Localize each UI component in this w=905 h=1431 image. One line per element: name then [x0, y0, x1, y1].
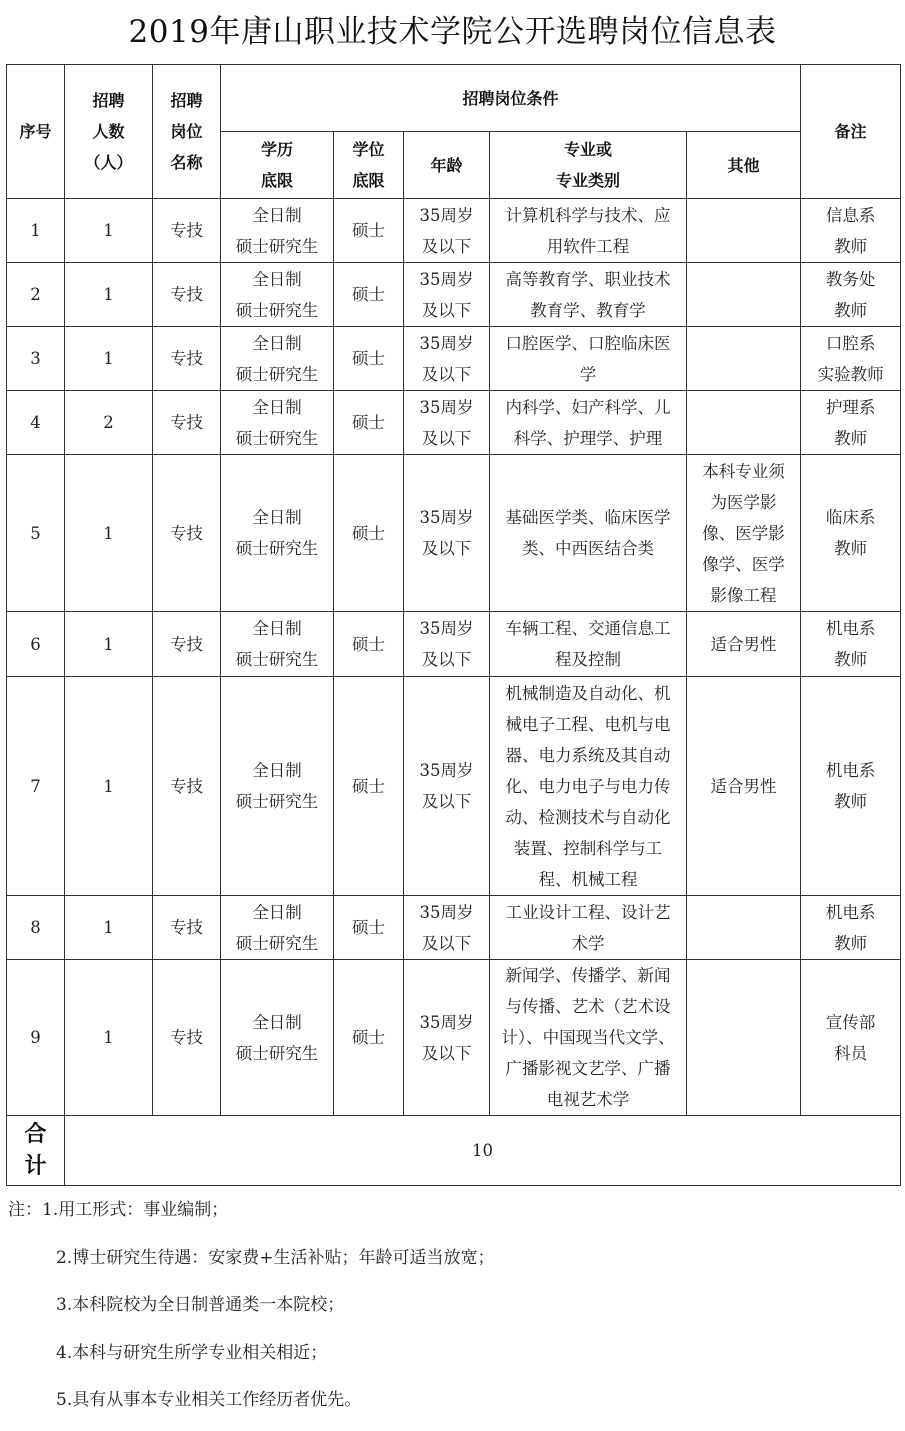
cell-age: 35周岁 及以下: [404, 391, 490, 455]
header-seq: 序号: [7, 65, 65, 199]
cell-other: [687, 327, 801, 391]
header-major: 专业或 专业类别: [490, 132, 687, 199]
header-count: 招聘 人数 （人）: [65, 65, 153, 199]
cell-other: [687, 391, 801, 455]
note-item: 4.本科与研究生所学专业相关相近；: [56, 1342, 328, 1363]
cell-education: 全日制 硕士研究生: [221, 677, 334, 896]
header-remark: 备注: [801, 65, 901, 199]
table-row: [7, 391, 901, 455]
cell-seq: 6: [7, 612, 65, 677]
cell-seq: 7: [7, 677, 65, 896]
cell-remark: 机电系 教师: [801, 612, 901, 677]
cell-age: 35周岁 及以下: [404, 455, 490, 612]
header-other: 其他: [687, 132, 801, 199]
table-body: [7, 199, 901, 1116]
note-item: 2.博士研究生待遇：安家费+生活补贴；年龄可适当放宽；: [56, 1247, 495, 1268]
cell-position: 专技: [153, 263, 221, 327]
cell-education: 全日制 硕士研究生: [221, 327, 334, 391]
cell-position: 专技: [153, 199, 221, 263]
cell-other: 适合男性: [687, 612, 801, 677]
header-conditions: 招聘岗位条件: [221, 65, 801, 132]
note-item: 5.具有从事本专业相关工作经历者优先。: [56, 1390, 362, 1410]
table-row: [7, 960, 901, 1116]
header-position: 招聘 岗位 名称: [153, 65, 221, 199]
cell-major: 计算机科学与技术、应 用软件工程: [490, 199, 687, 263]
cell-degree: 硕士: [334, 455, 404, 612]
recruitment-table: [6, 64, 901, 1186]
cell-count: 1: [65, 677, 153, 896]
cell-remark: 临床系 教师: [801, 455, 901, 612]
cell-major: 车辆工程、交通信息工 程及控制: [490, 612, 687, 677]
cell-age: 35周岁 及以下: [404, 960, 490, 1116]
header-age: 年龄: [404, 132, 490, 199]
cell-other: 适合男性: [687, 677, 801, 896]
cell-position: 专技: [153, 455, 221, 612]
cell-remark: 教务处 教师: [801, 263, 901, 327]
cell-age: 35周岁 及以下: [404, 896, 490, 960]
cell-seq: 4: [7, 391, 65, 455]
cell-education: 全日制 硕士研究生: [221, 199, 334, 263]
cell-count: 1: [65, 263, 153, 327]
cell-degree: 硕士: [334, 391, 404, 455]
cell-position: 专技: [153, 391, 221, 455]
cell-position: 专技: [153, 896, 221, 960]
cell-count: 1: [65, 455, 153, 612]
document-title: 2019年唐山职业技术学院公开选聘岗位信息表: [128, 14, 777, 50]
cell-age: 35周岁 及以下: [404, 263, 490, 327]
cell-other: [687, 199, 801, 263]
cell-education: 全日制 硕士研究生: [221, 263, 334, 327]
cell-seq: 5: [7, 455, 65, 612]
cell-seq: 9: [7, 960, 65, 1116]
cell-seq: 1: [7, 199, 65, 263]
cell-major: 内科学、妇产科学、儿 科学、护理学、护理: [490, 391, 687, 455]
header-degree: 学位 底限: [334, 132, 404, 199]
cell-count: 1: [65, 612, 153, 677]
cell-seq: 2: [7, 263, 65, 327]
cell-other: [687, 896, 801, 960]
cell-degree: 硕士: [334, 612, 404, 677]
cell-other: [687, 960, 801, 1116]
cell-education: 全日制 硕士研究生: [221, 455, 334, 612]
cell-education: 全日制 硕士研究生: [221, 612, 334, 677]
total-value: 10: [65, 1116, 901, 1186]
table-row: [7, 455, 901, 612]
table-row: [7, 327, 901, 391]
cell-degree: 硕士: [334, 263, 404, 327]
cell-position: 专技: [153, 612, 221, 677]
cell-remark: 机电系 教师: [801, 896, 901, 960]
table-row: [7, 896, 901, 960]
cell-education: 全日制 硕士研究生: [221, 960, 334, 1116]
cell-count: 1: [65, 327, 153, 391]
cell-seq: 8: [7, 896, 65, 960]
note-item: 注：1.用工形式：事业编制；: [8, 1200, 229, 1220]
cell-major: 机械制造及自动化、机 械电子工程、电机与电 器、电力系统及其自动 化、电力电子与电力传 动、检测技术与自动化 装置、控制科学与工 程、机械工程: [490, 677, 687, 896]
cell-other: [687, 263, 801, 327]
cell-major: 基础医学类、临床医学 类、中西医结合类: [490, 455, 687, 612]
header-education: 学历 底限: [221, 132, 334, 199]
cell-count: 1: [65, 960, 153, 1116]
cell-major: 新闻学、传播学、新闻 与传播、艺术（艺术设 计）、中国现当代文学、 广播影视文艺学、广播 电视艺术学: [490, 960, 687, 1116]
cell-count: 1: [65, 199, 153, 263]
table-row: [7, 677, 901, 896]
table-row: [7, 199, 901, 263]
cell-education: 全日制 硕士研究生: [221, 896, 334, 960]
cell-position: 专技: [153, 960, 221, 1116]
cell-degree: 硕士: [334, 327, 404, 391]
cell-major: 高等教育学、职业技术 教育学、教育学: [490, 263, 687, 327]
cell-degree: 硕士: [334, 199, 404, 263]
total-row: [7, 1116, 901, 1186]
table-row: [7, 263, 901, 327]
notes-section: [8, 1193, 494, 1431]
cell-major: 口腔医学、口腔临床医 学: [490, 327, 687, 391]
cell-degree: 硕士: [334, 896, 404, 960]
cell-age: 35周岁 及以下: [404, 327, 490, 391]
cell-position: 专技: [153, 327, 221, 391]
cell-age: 35周岁 及以下: [404, 677, 490, 896]
cell-major: 工业设计工程、设计艺 术学: [490, 896, 687, 960]
cell-degree: 硕士: [334, 677, 404, 896]
cell-remark: 信息系 教师: [801, 199, 901, 263]
cell-age: 35周岁 及以下: [404, 199, 490, 263]
cell-position: 专技: [153, 677, 221, 896]
cell-degree: 硕士: [334, 960, 404, 1116]
cell-remark: 口腔系 实验教师: [801, 327, 901, 391]
cell-age: 35周岁 及以下: [404, 612, 490, 677]
cell-remark: 护理系 教师: [801, 391, 901, 455]
cell-other: 本科专业须 为医学影 像、医学影 像学、医学 影像工程: [687, 455, 801, 612]
note-item: 3.本科院校为全日制普通类一本院校；: [56, 1295, 345, 1315]
cell-education: 全日制 硕士研究生: [221, 391, 334, 455]
cell-remark: 宣传部 科员: [801, 960, 901, 1116]
cell-remark: 机电系 教师: [801, 677, 901, 896]
total-label: 合 计: [7, 1116, 65, 1186]
cell-count: 1: [65, 896, 153, 960]
cell-count: 2: [65, 391, 153, 455]
cell-seq: 3: [7, 327, 65, 391]
table-row: [7, 612, 901, 677]
